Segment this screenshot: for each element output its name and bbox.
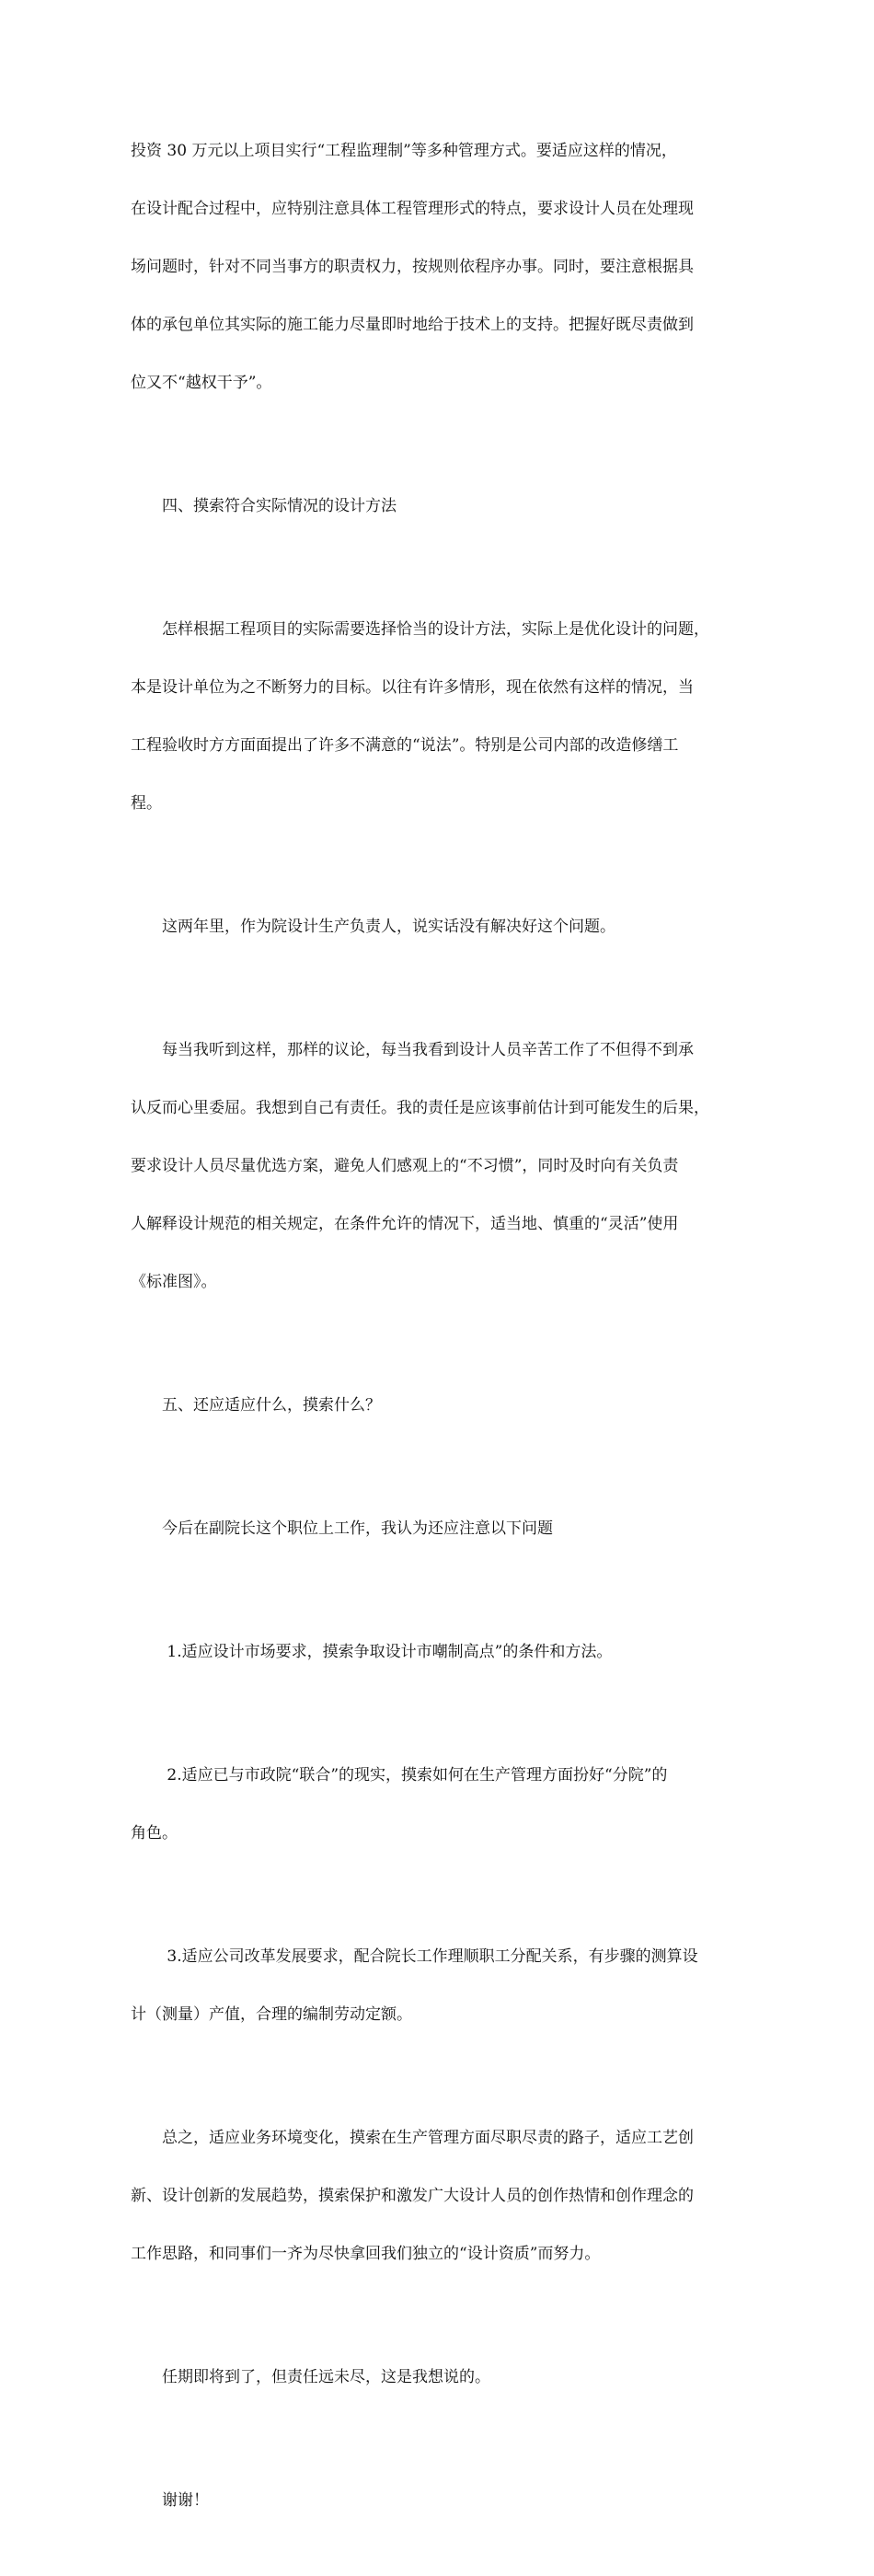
text-line: 场问题时，针对不同当事方的职责权力，按规则依程序办事。同时，要注意根据具 xyxy=(131,258,694,276)
paragraph-2 xyxy=(131,582,758,852)
document-body xyxy=(131,103,758,2576)
paragraph-5 xyxy=(131,1481,758,1577)
list-item-1 xyxy=(131,1604,758,1701)
paragraph-4 xyxy=(131,1002,758,1331)
text-line: 3.适应公司改革发展要求，配合院长工作理顺职工分配关系，有步骤的测算设 xyxy=(131,1947,698,1966)
text-line: 在设计配合过程中，应特别注意具体工程管理形式的特点，要求设计人员在处理现 xyxy=(131,200,694,218)
text-line: 1.适应设计市场要求，摸索争取设计市嘲制高点”的条件和方法。 xyxy=(131,1643,613,1661)
text-line: 这两年里，作为院设计生产负责人，说实话没有解决好这个问题。 xyxy=(131,918,615,936)
text-line: 工作思路，和同事们一齐为尽快拿回我们独立的“设计资质”而努力。 xyxy=(131,2245,601,2263)
text-line: 谢谢！ xyxy=(131,2491,209,2510)
text-line: 体的承包单位其实际的施工能力尽量即时地给于技术上的支持。把握好既尽责做到 xyxy=(131,316,694,334)
paragraph-7 xyxy=(131,2329,758,2426)
text-line: 怎样根据工程项目的实际需要选择恰当的设计方法，实际上是优化设计的问题， xyxy=(131,620,709,639)
list-item-3 xyxy=(131,1909,758,2063)
list-item-2 xyxy=(131,1727,758,1882)
section-heading-4 xyxy=(131,458,758,555)
paragraph-1 xyxy=(131,103,758,432)
text-line: 每当我听到这样，那样的议论，每当我看到设计人员辛苦工作了不但得不到承 xyxy=(131,1041,694,1059)
text-line: 五、还应适应什么，摸索什么？ xyxy=(131,1396,381,1415)
text-line: 位又不“越权干予”。 xyxy=(131,374,272,392)
text-line: 《标准图》。 xyxy=(131,1273,217,1291)
text-line: 新、设计创新的发展趋势，摸索保护和激发广大设计人员的创作热情和创作理念的 xyxy=(131,2187,694,2205)
text-line: 角色。 xyxy=(131,1824,178,1842)
text-line: 本是设计单位为之不断努力的目标。以往有许多情形，现在依然有这样的情况，当 xyxy=(131,678,694,697)
closing-thanks xyxy=(131,2453,758,2549)
text-line: 2.适应已与市政院“联合”的现实，摸索如何在生产管理方面扮好“分院”的 xyxy=(131,1766,668,1785)
text-line: 认反而心里委屈。我想到自己有责任。我的责任是应该事前估计到可能发生的后果， xyxy=(131,1099,709,1117)
text-line: 人解释设计规范的相关规定，在条件允许的情况下，适当地、慎重的“灵活”使用 xyxy=(131,1215,679,1233)
text-line: 要求设计人员尽量优选方案，避免人们感观上的“不习惯”，同时及时向有关负责 xyxy=(131,1157,679,1175)
text-line: 任期即将到了，但责任远未尽，这是我想说的。 xyxy=(131,2368,490,2386)
paragraph-6 xyxy=(131,2090,758,2303)
paragraph-3 xyxy=(131,879,758,976)
text-line: 总之，适应业务环境变化，摸索在生产管理方面尽职尽责的路子，适应工艺创 xyxy=(131,2129,694,2147)
text-line: 今后在副院长这个职位上工作，我认为还应注意以下问题 xyxy=(131,1519,553,1538)
text-line: 四、摸索符合实际情况的设计方法 xyxy=(131,497,397,515)
text-line: 投资 30 万元以上项目实行“工程监理制”等多种管理方式。要适应这样的情况， xyxy=(131,142,677,160)
text-line: 工程验收时方方面面提出了许多不满意的“说法”。特别是公司内部的改造修缮工 xyxy=(131,736,679,755)
text-line: 计（测量）产值，合理的编制劳动定额。 xyxy=(131,2005,412,2024)
section-heading-5 xyxy=(131,1357,758,1454)
text-line: 程。 xyxy=(131,794,162,813)
